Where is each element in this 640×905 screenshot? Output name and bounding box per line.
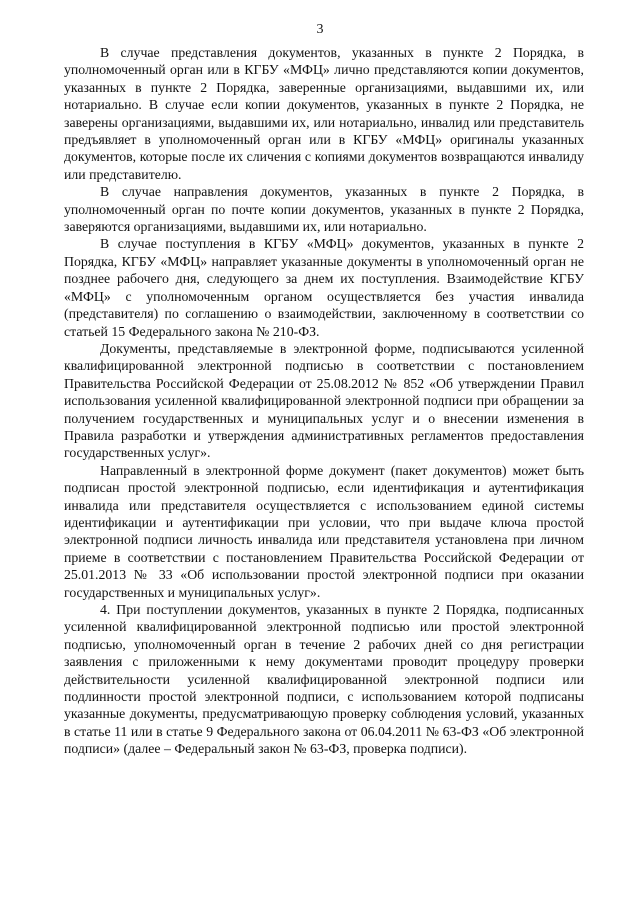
paragraph-1: В случае представления документов, указанных в пункте 2 Порядка, в уполномоченный орган или в КГБУ «МФЦ» лично представляются копии документов, указанных в пункте 2 Порядка, заверенные организациями, выдавшими их, или нотариально. В случае если копии документов, указанных в пункте 2 Порядка, не заверены организациями, выдавшими их, или нотариально, инвалид или представитель предъявляет в уполномоченный орган или в КГБУ «МФЦ» оригиналы указанных документов, которые после их сличения с копиями документов возвращаются инвалиду или представителю. (64, 45, 584, 182)
document-body (64, 44, 584, 758)
page-number: 3 (316, 22, 324, 37)
paragraph-2: В случае направления документов, указанных в пункте 2 Порядка, в уполномоченный орган по почте копии документов, указанных в пункте 2 Порядка, заверяются организациями, выдавшими их, или нотариально. (64, 184, 584, 235)
paragraph-5: Направленный в электронной форме документ (пакет документов) может быть подписан простой электронной подписью, если идентификация и аутентификация инвалида или представителя осуществляется с использованием единой системы идентификации и аутентификации при условии, что при выдаче ключа простой электронной подписи личность инвалида или представителя установлена при личном приеме в соответствии с постановлением Правительства Российской Федерации от 25.01.2013 № 33 «Об использовании простой электронной подписи при оказании государственных и муниципальных услуг». (64, 462, 584, 600)
paragraph-3: В случае поступления в КГБУ «МФЦ» документов, указанных в пункте 2 Порядка, КГБУ «МФЦ» направляет указанные документы в уполномоченный орган не позднее рабочего дня, следующего за днем их поступления. Взаимодействие КГБУ «МФЦ» с уполномоченным органом осуществляется без участия инвалида (представителя) по соглашению о взаимодействии, заключенному в соответствии со статьей 15 Федерального закона № 210-ФЗ. (64, 236, 584, 339)
paragraph-6: 4. При поступлении документов, указанных в пункте 2 Порядка, подписанных усиленной квалифицированной электронной подписью или простой электронной подписью, уполномоченный орган в течение 2 рабочих дней со дня регистрации заявления с приложенными к нему документами проводит процедуру проверки действительности усиленной квалифицированной электронной подписи или подлинности простой электронной подписи, с использованием которой подписаны указанные документы, предусматривающую проверку соблюдения условий, указанных в статье 11 или в статье 9 Федерального закона от 06.04.2011 № 63-ФЗ «Об электронной подписи» (далее – Федеральный закон № 63-ФЗ, проверка подписи). (64, 602, 584, 757)
paragraph-4: Документы, представляемые в электронной форме, подписываются усиленной квалифицированной электронной подписью в соответствии с постановлением Правительства Российской Федерации от 25.08.2012 № 852 «Об утверждении Правил использования усиленной квалифицированной электронной подписи при обращении за получением государственных и муниципальных услуг и о внесении изменения в Правила разработки и утверждения административных регламентов предоставления государственных услуг». (64, 340, 584, 461)
